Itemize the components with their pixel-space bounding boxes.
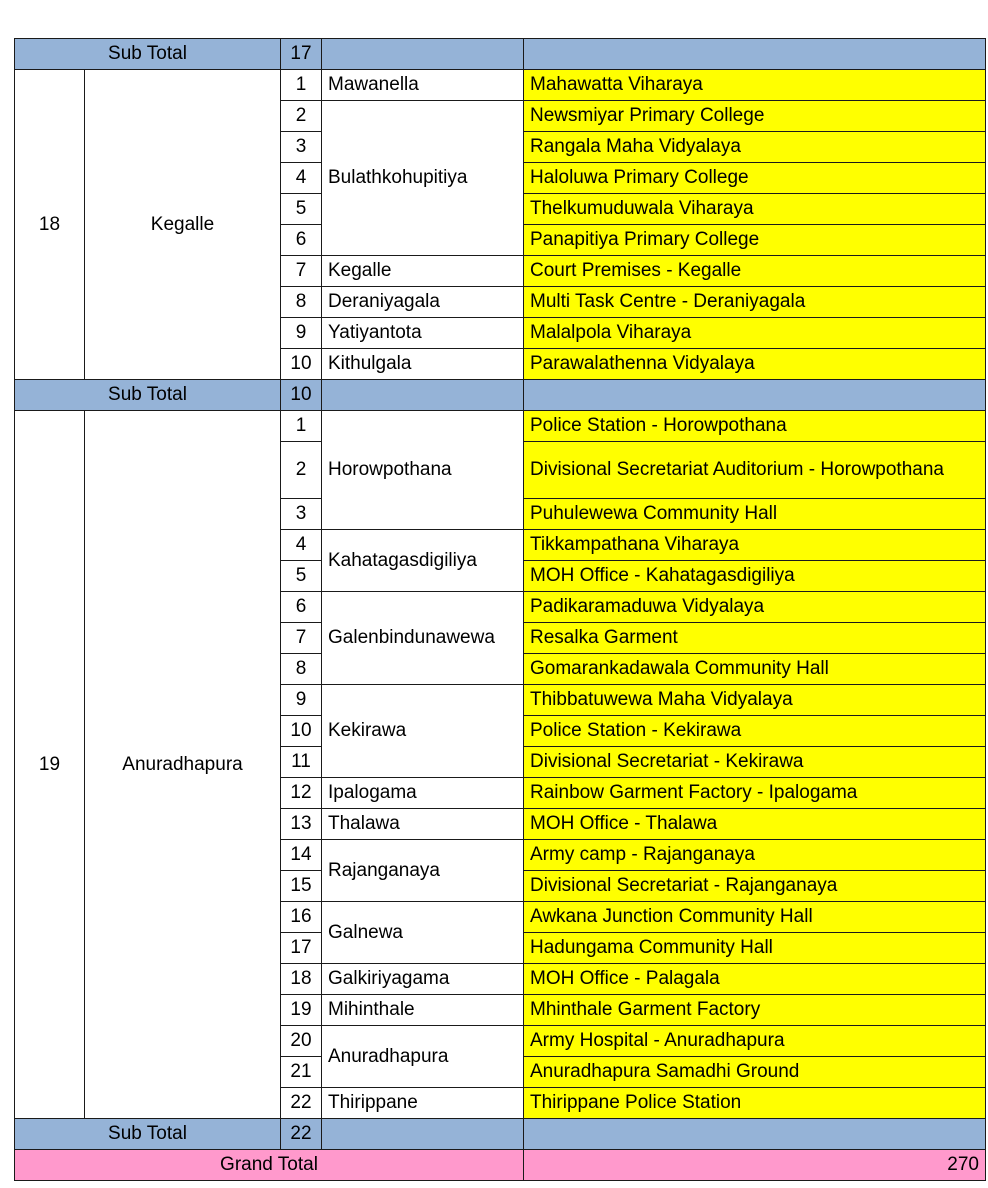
row-number: 22 [281, 1088, 322, 1119]
row-number: 1 [281, 70, 322, 101]
centre-name: Police Station - Horowpothana [524, 411, 986, 442]
district-name: Kegalle [85, 70, 281, 380]
grand-total-row [15, 1150, 986, 1181]
centre-name: Panapitiya Primary College [524, 225, 986, 256]
division-name: Yatiyantota [322, 318, 524, 349]
division-name: Kithulgala [322, 349, 524, 380]
division-name: Thirippane [322, 1088, 524, 1119]
row-number: 8 [281, 287, 322, 318]
district-number: 19 [15, 411, 85, 1119]
row-number: 1 [281, 411, 322, 442]
centre-name: Multi Task Centre - Deraniyagala [524, 287, 986, 318]
centre-name: Parawalathenna Vidyalaya [524, 349, 986, 380]
centre-name: Divisional Secretariat - Rajanganaya [524, 871, 986, 902]
centre-name: Army camp - Rajanganaya [524, 840, 986, 871]
row-number: 13 [281, 809, 322, 840]
centre-name: Court Premises - Kegalle [524, 256, 986, 287]
division-name: Deraniyagala [322, 287, 524, 318]
centre-name: Thibbatuwewa Maha Vidyalaya [524, 685, 986, 716]
row-number: 17 [281, 933, 322, 964]
row-number: 3 [281, 132, 322, 163]
row-number: 14 [281, 840, 322, 871]
centres-table [14, 38, 986, 1181]
district-number: 18 [15, 70, 85, 380]
centre-name: Gomarankadawala Community Hall [524, 654, 986, 685]
centre-name: Divisional Secretariat - Kekirawa [524, 747, 986, 778]
division-name: Galenbindunawewa [322, 592, 524, 685]
district-name: Anuradhapura [85, 411, 281, 1119]
row-number: 21 [281, 1057, 322, 1088]
centre-name: Thirippane Police Station [524, 1088, 986, 1119]
division-name: Rajanganaya [322, 840, 524, 902]
table-row [15, 411, 986, 442]
division-name: Galnewa [322, 902, 524, 964]
grand-total-label: Grand Total [15, 1150, 524, 1181]
subtotal-row [15, 39, 986, 70]
row-number: 18 [281, 964, 322, 995]
subtotal-row [15, 380, 986, 411]
row-number: 6 [281, 592, 322, 623]
row-number: 15 [281, 871, 322, 902]
centre-name: Police Station - Kekirawa [524, 716, 986, 747]
centre-name: Divisional Secretariat Auditorium - Horowpothana [524, 442, 986, 499]
centre-name: Puhulewewa Community Hall [524, 499, 986, 530]
grand-total-value: 270 [524, 1150, 986, 1181]
row-number: 6 [281, 225, 322, 256]
table-row [15, 70, 986, 101]
row-number: 9 [281, 685, 322, 716]
centre-name: Rainbow Garment Factory - Ipalogama [524, 778, 986, 809]
row-number: 2 [281, 101, 322, 132]
row-number: 20 [281, 1026, 322, 1057]
row-number: 7 [281, 623, 322, 654]
subtotal-row [15, 1119, 986, 1150]
row-number: 4 [281, 530, 322, 561]
centre-name: MOH Office - Kahatagasdigiliya [524, 561, 986, 592]
division-name: Kegalle [322, 256, 524, 287]
row-number: 19 [281, 995, 322, 1026]
centre-name: MOH Office - Thalawa [524, 809, 986, 840]
row-number: 4 [281, 163, 322, 194]
row-number: 9 [281, 318, 322, 349]
subtotal-label: Sub Total [15, 1119, 281, 1150]
subtotal-count: 22 [281, 1119, 322, 1150]
division-name: Mihinthale [322, 995, 524, 1026]
row-number: 7 [281, 256, 322, 287]
row-number: 5 [281, 561, 322, 592]
row-number: 8 [281, 654, 322, 685]
row-number: 5 [281, 194, 322, 225]
subtotal-count: 10 [281, 380, 322, 411]
centre-name: Army Hospital - Anuradhapura [524, 1026, 986, 1057]
row-number: 16 [281, 902, 322, 933]
centre-name: Thelkumuduwala Viharaya [524, 194, 986, 225]
division-name: Thalawa [322, 809, 524, 840]
division-name: Ipalogama [322, 778, 524, 809]
centre-name: Padikaramaduwa Vidyalaya [524, 592, 986, 623]
division-name: Mawanella [322, 70, 524, 101]
row-number: 2 [281, 442, 322, 499]
centre-name: Newsmiyar Primary College [524, 101, 986, 132]
subtotal-label: Sub Total [15, 380, 281, 411]
centre-name: Hadungama Community Hall [524, 933, 986, 964]
row-number: 10 [281, 349, 322, 380]
centre-name: Resalka Garment [524, 623, 986, 654]
centre-name: Tikkampathana Viharaya [524, 530, 986, 561]
row-number: 10 [281, 716, 322, 747]
division-name: Bulathkohupitiya [322, 101, 524, 256]
centre-name: Mhinthale Garment Factory [524, 995, 986, 1026]
centre-name: Haloluwa Primary College [524, 163, 986, 194]
centre-name: Anuradhapura Samadhi Ground [524, 1057, 986, 1088]
subtotal-label: Sub Total [15, 39, 281, 70]
row-number: 11 [281, 747, 322, 778]
centre-name: MOH Office - Palagala [524, 964, 986, 995]
division-name: Anuradhapura [322, 1026, 524, 1088]
centre-name: Malalpola Viharaya [524, 318, 986, 349]
centre-name: Rangala Maha Vidyalaya [524, 132, 986, 163]
centre-name: Mahawatta Viharaya [524, 70, 986, 101]
centre-name: Awkana Junction Community Hall [524, 902, 986, 933]
row-number: 12 [281, 778, 322, 809]
division-name: Horowpothana [322, 411, 524, 530]
division-name: Kekirawa [322, 685, 524, 778]
division-name: Galkiriyagama [322, 964, 524, 995]
subtotal-count: 17 [281, 39, 322, 70]
row-number: 3 [281, 499, 322, 530]
division-name: Kahatagasdigiliya [322, 530, 524, 592]
